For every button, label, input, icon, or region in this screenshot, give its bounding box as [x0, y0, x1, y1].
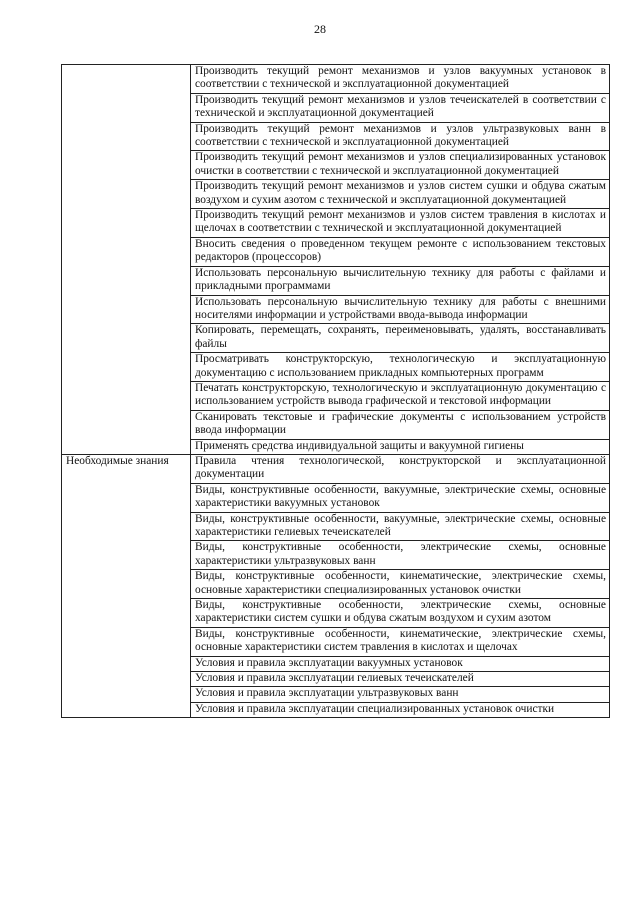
table-cell: Условия и правила эксплуатации вакуумных установок	[191, 656, 610, 671]
table-cell: Виды, конструктивные особенности, кинематические, электрические схемы, основные характеристики систем травления в кислотах и щелочах	[191, 627, 610, 656]
table-cell: Использовать персональную вычислительную технику для работы с внешними носителями информации и устройствами ввода-вывода информации	[191, 295, 610, 324]
table-cell: Использовать персональную вычислительную технику для работы с файлами и прикладными программами	[191, 266, 610, 295]
table-cell: Применять средства индивидуальной защиты и вакуумной гигиены	[191, 439, 610, 454]
table-cell: Просматривать конструкторскую, технологическую и эксплуатационную документацию с использованием прикладных компьютерных программ	[191, 353, 610, 382]
table-cell: Производить текущий ремонт механизмов и узлов систем сушки и обдува сжатым воздухом и сухим азотом с технической и эксплуатационной документацией	[191, 180, 610, 209]
table-cell: Виды, конструктивные особенности, вакуумные, электрические схемы, основные характеристики гелиевых течеискателей	[191, 512, 610, 541]
table-cell: Производить текущий ремонт механизмов и узлов вакуумных установок в соответствии с технической и эксплуатационной документацией	[191, 65, 610, 94]
requirements-table	[61, 64, 610, 718]
table-cell: Виды, конструктивные особенности, электрические схемы, основные характеристики ультразвуковых ванн	[191, 541, 610, 570]
table-cell: Виды, конструктивные особенности, вакуумные, электрические схемы, основные характеристики вакуумных установок	[191, 483, 610, 512]
page-number: 28	[314, 22, 326, 36]
table-cell: Правила чтения технологической, конструкторской и эксплуатационной документации	[191, 454, 610, 483]
table-cell: Производить текущий ремонт механизмов и узлов специализированных установок очистки в соответствии с технической и эксплуатационной документацией	[191, 151, 610, 180]
table-cell: Производить текущий ремонт механизмов и узлов систем травления в кислотах и щелочах в соответствии с технической и эксплуатационной документацией	[191, 209, 610, 238]
table-row	[62, 65, 610, 94]
table-cell: Вносить сведения о проведенном текущем ремонте с использованием текстовых редакторов (процессоров)	[191, 237, 610, 266]
table-cell: Виды, конструктивные особенности, электрические схемы, основные характеристики систем сушки и обдува сжатым воздухом и сухим азотом	[191, 599, 610, 628]
table-cell: Печатать конструкторскую, технологическую и эксплуатационную документацию с использованием устройств вывода графической и текстовой информации	[191, 381, 610, 410]
table-cell: Условия и правила эксплуатации гелиевых течеискателей	[191, 672, 610, 687]
table-row	[62, 454, 610, 483]
skills-label-cell	[62, 65, 191, 455]
table-cell: Условия и правила эксплуатации ультразвуковых ванн	[191, 687, 610, 702]
knowledge-label: Необходимые знания	[62, 454, 191, 717]
table-cell: Производить текущий ремонт механизмов и узлов ультразвуковых ванн в соответствии с технической и эксплуатационной документацией	[191, 122, 610, 151]
table-cell: Сканировать текстовые и графические документы с использованием устройств ввода информации	[191, 410, 610, 439]
table-cell: Виды, конструктивные особенности, кинематические, электрические схемы, основные характеристики специализированных установок очистки	[191, 570, 610, 599]
table-cell: Производить текущий ремонт механизмов и узлов течеискателей в соответствии с технической и эксплуатационной документацией	[191, 93, 610, 122]
table-cell: Условия и правила эксплуатации специализированных установок очистки	[191, 702, 610, 717]
table-cell: Копировать, перемещать, сохранять, переименовывать, удалять, восстанавливать файлы	[191, 324, 610, 353]
